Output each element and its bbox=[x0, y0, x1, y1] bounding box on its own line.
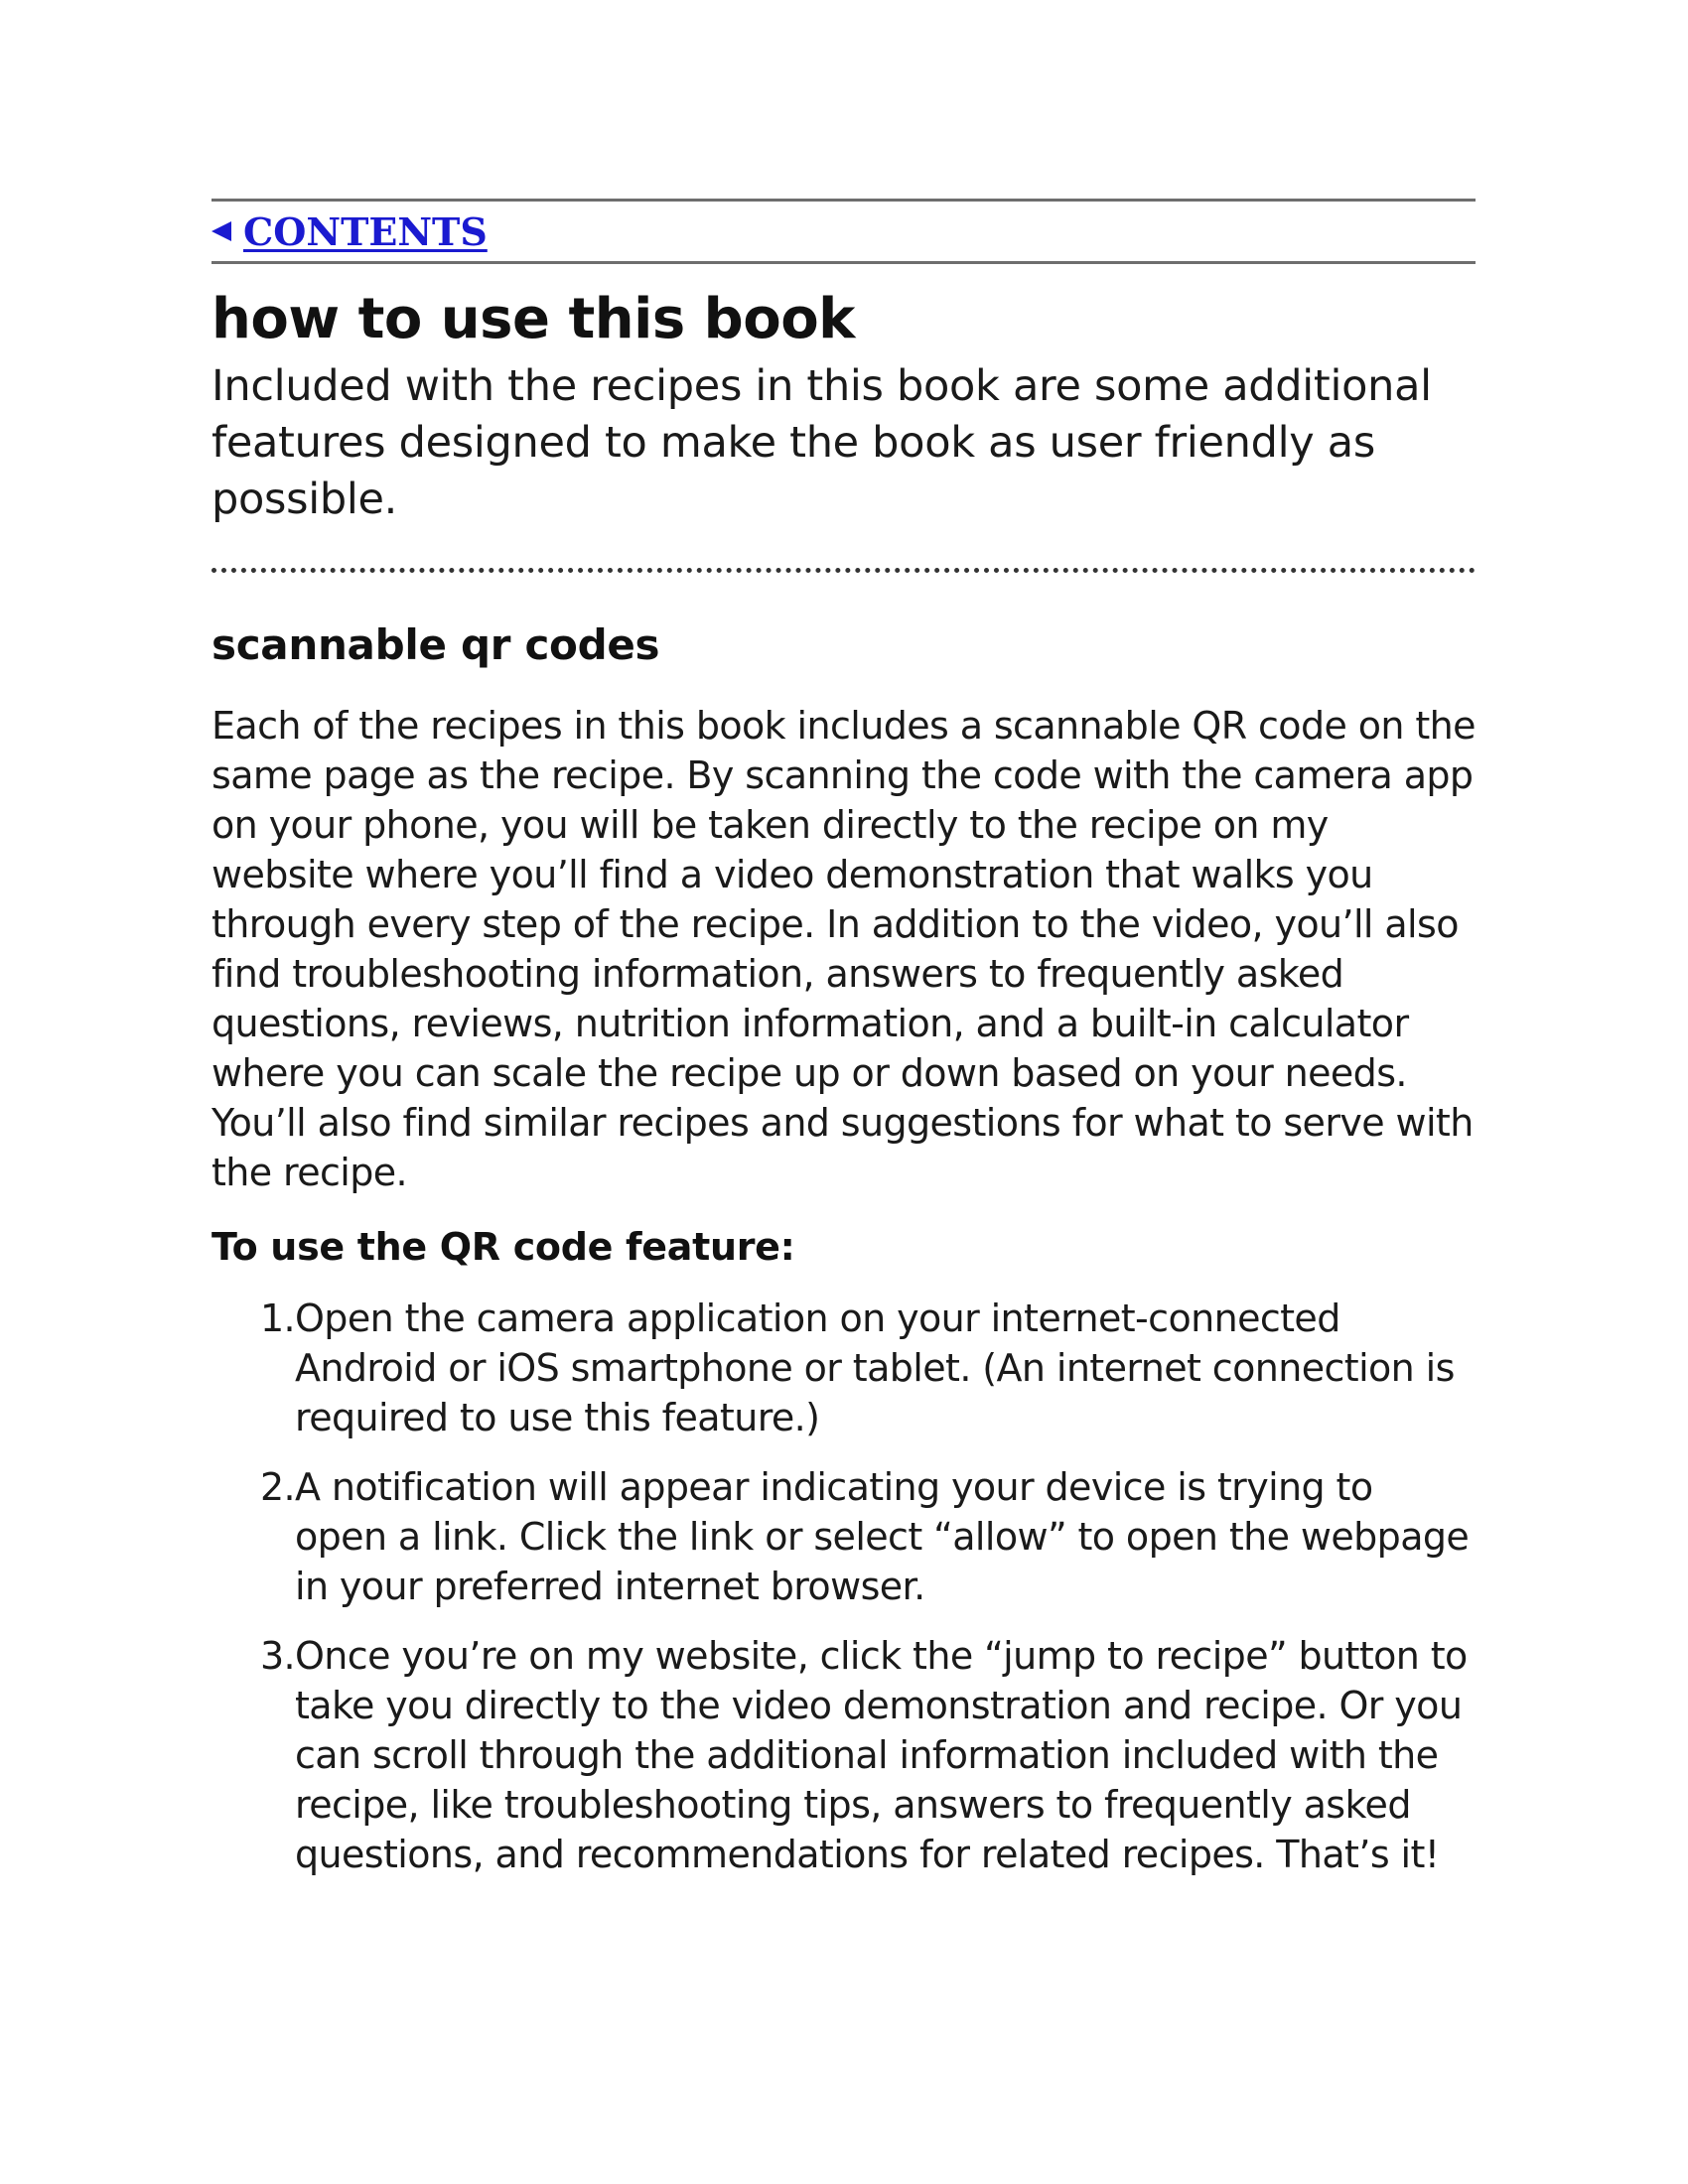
book-page bbox=[211, 199, 1476, 1899]
step-item bbox=[211, 1294, 1476, 1442]
step-text: A notification will appear indicating your device is trying to open a link. Click the link or select “allow” to open the webpage in your preferred internet browser. bbox=[295, 1464, 1470, 1608]
steps-list bbox=[211, 1294, 1476, 1879]
step-number: 2. bbox=[259, 1464, 295, 1509]
page-title: how to use this book bbox=[211, 287, 855, 351]
step-item bbox=[211, 1462, 1476, 1611]
step-text: Once you’re on my website, click the “jump to recipe” button to take you directly to the video demonstration and recipe. Or you can scroll through the additional information included with the recipe, like troubleshooting tips, answers to frequently asked questions, and recommendations for related recipes. That’s it! bbox=[295, 1633, 1468, 1876]
intro-paragraph: Included with the recipes in this book are some additional features designed to make the book as user friendly as possible. bbox=[211, 361, 1432, 525]
step-number: 1. bbox=[259, 1296, 295, 1340]
contents-nav-bar bbox=[211, 199, 1476, 264]
step-text: Open the camera application on your internet-connected Android or iOS smartphone or tablet. (An internet connection is required to use this feature.) bbox=[295, 1296, 1455, 1439]
section-body-paragraph: Each of the recipes in this book includes a scannable QR code on the same page as the recipe. By scanning the code with the camera app on your phone, you will be taken directly to the recipe on my website where you’ll find a video demonstration that walks you through every step of the recipe. In addition to the video, you’ll also find troubleshooting information, answers to frequently asked questions, reviews, nutrition information, and a built-in calculator where you can scale the recipe up or down based on your needs. You’ll also find similar recipes and suggestions for what to serve with the recipe. bbox=[211, 703, 1476, 1194]
section-heading: scannable qr codes bbox=[211, 620, 660, 670]
triangle-left-icon bbox=[211, 221, 231, 241]
dotted-divider bbox=[211, 568, 1476, 573]
contents-link[interactable] bbox=[211, 209, 488, 254]
step-item bbox=[211, 1631, 1476, 1879]
contents-link-label: CONTENTS bbox=[243, 208, 488, 254]
step-number: 3. bbox=[259, 1633, 295, 1678]
steps-heading: To use the QR code feature: bbox=[211, 1224, 795, 1269]
